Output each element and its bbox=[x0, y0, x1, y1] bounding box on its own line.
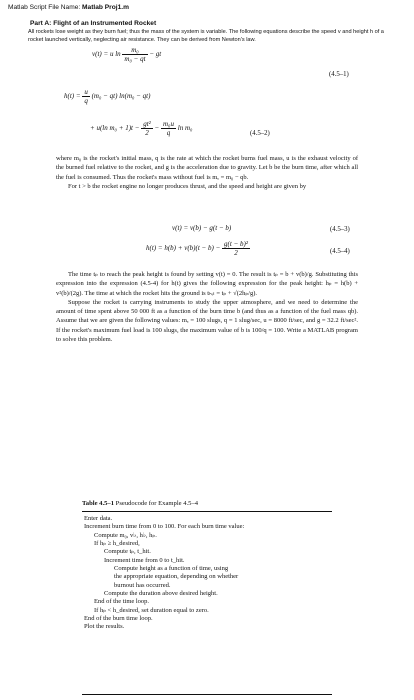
eq2a-fraction bbox=[82, 88, 90, 105]
lower-text bbox=[56, 270, 358, 344]
pseudocode-line: If hₚ < h_desired, set duration equal to zero. bbox=[94, 606, 209, 614]
pseudocode-line: Increment burn time from 0 to 100. For each burn time value: bbox=[84, 523, 245, 531]
table-label: Table 4.5–1 bbox=[82, 500, 114, 507]
eq2b-minus: − bbox=[154, 124, 160, 133]
pseudocode-line: Compute the duration above desired height. bbox=[104, 590, 218, 598]
pseudocode-line: If hₚ ≥ h_desired, bbox=[94, 540, 140, 548]
pseudocode-line: burnout has occurred. bbox=[114, 581, 171, 589]
paragraph-variables: where m₀ is the rocket's initial mass, q is the rate at which the rocket burns fuel mass, u is the exhaust velocity of the burned fuel relative to the rocket, and g is the acceleration due to gravity. Let b be the burn time, after which all the fuel is consumed. Thus the rocket's mass without fuel is mₑ = m₀ − qb. bbox=[56, 155, 358, 181]
table-bottom-rule bbox=[82, 694, 332, 695]
equation-4-5-2-line2 bbox=[90, 120, 192, 137]
eq1-denominator: m₀ − qt bbox=[124, 55, 146, 63]
eq1-tail: − gt bbox=[149, 50, 162, 59]
pseudocode-line: Enter data. bbox=[84, 515, 113, 522]
intro-text: All rockets lose weight as they burn fuel; thus the mass of the system is variable. The following equations describe the speed v and height h of a rocket launched vertically, neglecting air resistance. They can be derived from Newton's law. bbox=[28, 29, 384, 44]
eq2b-f2-numerator: m₀u bbox=[163, 120, 174, 128]
pseudocode-line: the appropriate equation, depending on whether bbox=[114, 573, 239, 581]
eq4-denominator: 2 bbox=[234, 249, 238, 257]
paragraph-peak-height: The time tₚ to reach the peak height is found by setting v(t) = 0. The result is tₚ = b + v(b)/g. Substituting this expression into the expression (4.5-4) for h(t) gives the following expression for the peak height: hₚ = h(b) + v²(b)/(2g). The time at which the rocket hits the ground is tₕᵢₜ = tₚ + √(2hₚ/g). bbox=[56, 271, 358, 297]
eq2b-f1-numerator: gt² bbox=[143, 120, 151, 128]
eq2a-denominator: q bbox=[84, 97, 88, 105]
eq2a-lhs: h(t) = bbox=[64, 92, 81, 101]
eq2b-tail: ln m₀ bbox=[177, 124, 193, 133]
eq4-lead: h(t) = h(b) + v(b)(t − b) − bbox=[146, 244, 221, 253]
eq1-fraction bbox=[122, 46, 147, 63]
equation-4-5-2-line1 bbox=[64, 88, 150, 105]
pseudocode-line: Compute height as a function of time, using bbox=[114, 565, 229, 573]
table-top-rule bbox=[82, 511, 332, 512]
eq1-lhs: v(t) = u ln bbox=[92, 50, 121, 59]
table-title bbox=[82, 500, 198, 507]
file-name-value: Matlab Proj1.m bbox=[82, 4, 129, 11]
file-name-label: Matlab Script File Name: bbox=[8, 4, 81, 11]
eq2b-f1-denominator: 2 bbox=[145, 129, 149, 137]
eq2b-lead: + u(ln m₀ + 1)t − bbox=[90, 124, 140, 133]
body-text bbox=[56, 154, 358, 191]
eq2a-tail: (m₀ − qt) ln(m₀ − qt) bbox=[91, 92, 151, 101]
eq2b-f2-denominator: q bbox=[166, 129, 171, 137]
paragraph-problem-statement: Suppose the rocket is carrying instruments to study the upper atmosphere, and we need to determine the amount of time spent above 50 000 ft as a function of the burn time b (and thus as a function of the fuel mass qb). Assume that we are given the following values: mₑ = 100 slugs, q = 1 slug/sec, u = 8000 ft/sec, and g = 32.2 ft/sec². If the rocket's maximum fuel load is 100 slugs, the maximum value of b is 100/q = 100. Write a MATLAB program to solve this problem. bbox=[56, 298, 358, 344]
eq2b-fraction-1 bbox=[141, 120, 153, 137]
eq2b-fraction-2 bbox=[161, 120, 176, 137]
pseudocode-line: Plot the results. bbox=[84, 623, 125, 631]
equation-number-4-5-2: (4.5–2) bbox=[250, 130, 270, 137]
eq1-numerator: m₀ bbox=[122, 46, 147, 55]
equation-4-5-4 bbox=[146, 240, 250, 257]
table-caption: Pseudocode for Example 4.5–4 bbox=[115, 500, 199, 507]
equation-number-4-5-1: (4.5–1) bbox=[329, 71, 349, 78]
eq4-fraction bbox=[222, 240, 250, 257]
part-title: Part A: Flight of an Instrumented Rocket bbox=[30, 20, 157, 27]
equation-number-4-5-3: (4.5–3) bbox=[330, 226, 350, 233]
pseudocode-block bbox=[84, 515, 344, 632]
eq4-numerator: g(t − b)² bbox=[224, 240, 248, 248]
pseudocode-line: Increment time from 0 to t_hit. bbox=[104, 556, 185, 564]
pseudocode-line: Compute m₀, v♭, h♭, hₚ. bbox=[94, 531, 157, 539]
file-name-header bbox=[8, 4, 129, 11]
pseudocode-line: End of the time loop. bbox=[94, 598, 150, 606]
paragraph-after-burnout: For t > b the rocket engine no longer produces thrust, and the speed and height are given by bbox=[68, 182, 307, 190]
equation-4-5-3: v(t) = v(b) − g(t − b) bbox=[172, 224, 232, 232]
equation-number-4-5-4: (4.5–4) bbox=[330, 248, 350, 255]
pseudocode-line: End of the burn time loop. bbox=[84, 615, 153, 623]
eq2a-numerator: u bbox=[84, 88, 88, 96]
pseudocode-line: Compute tₚ, t_hit. bbox=[104, 548, 151, 556]
equation-4-5-1 bbox=[92, 46, 161, 63]
